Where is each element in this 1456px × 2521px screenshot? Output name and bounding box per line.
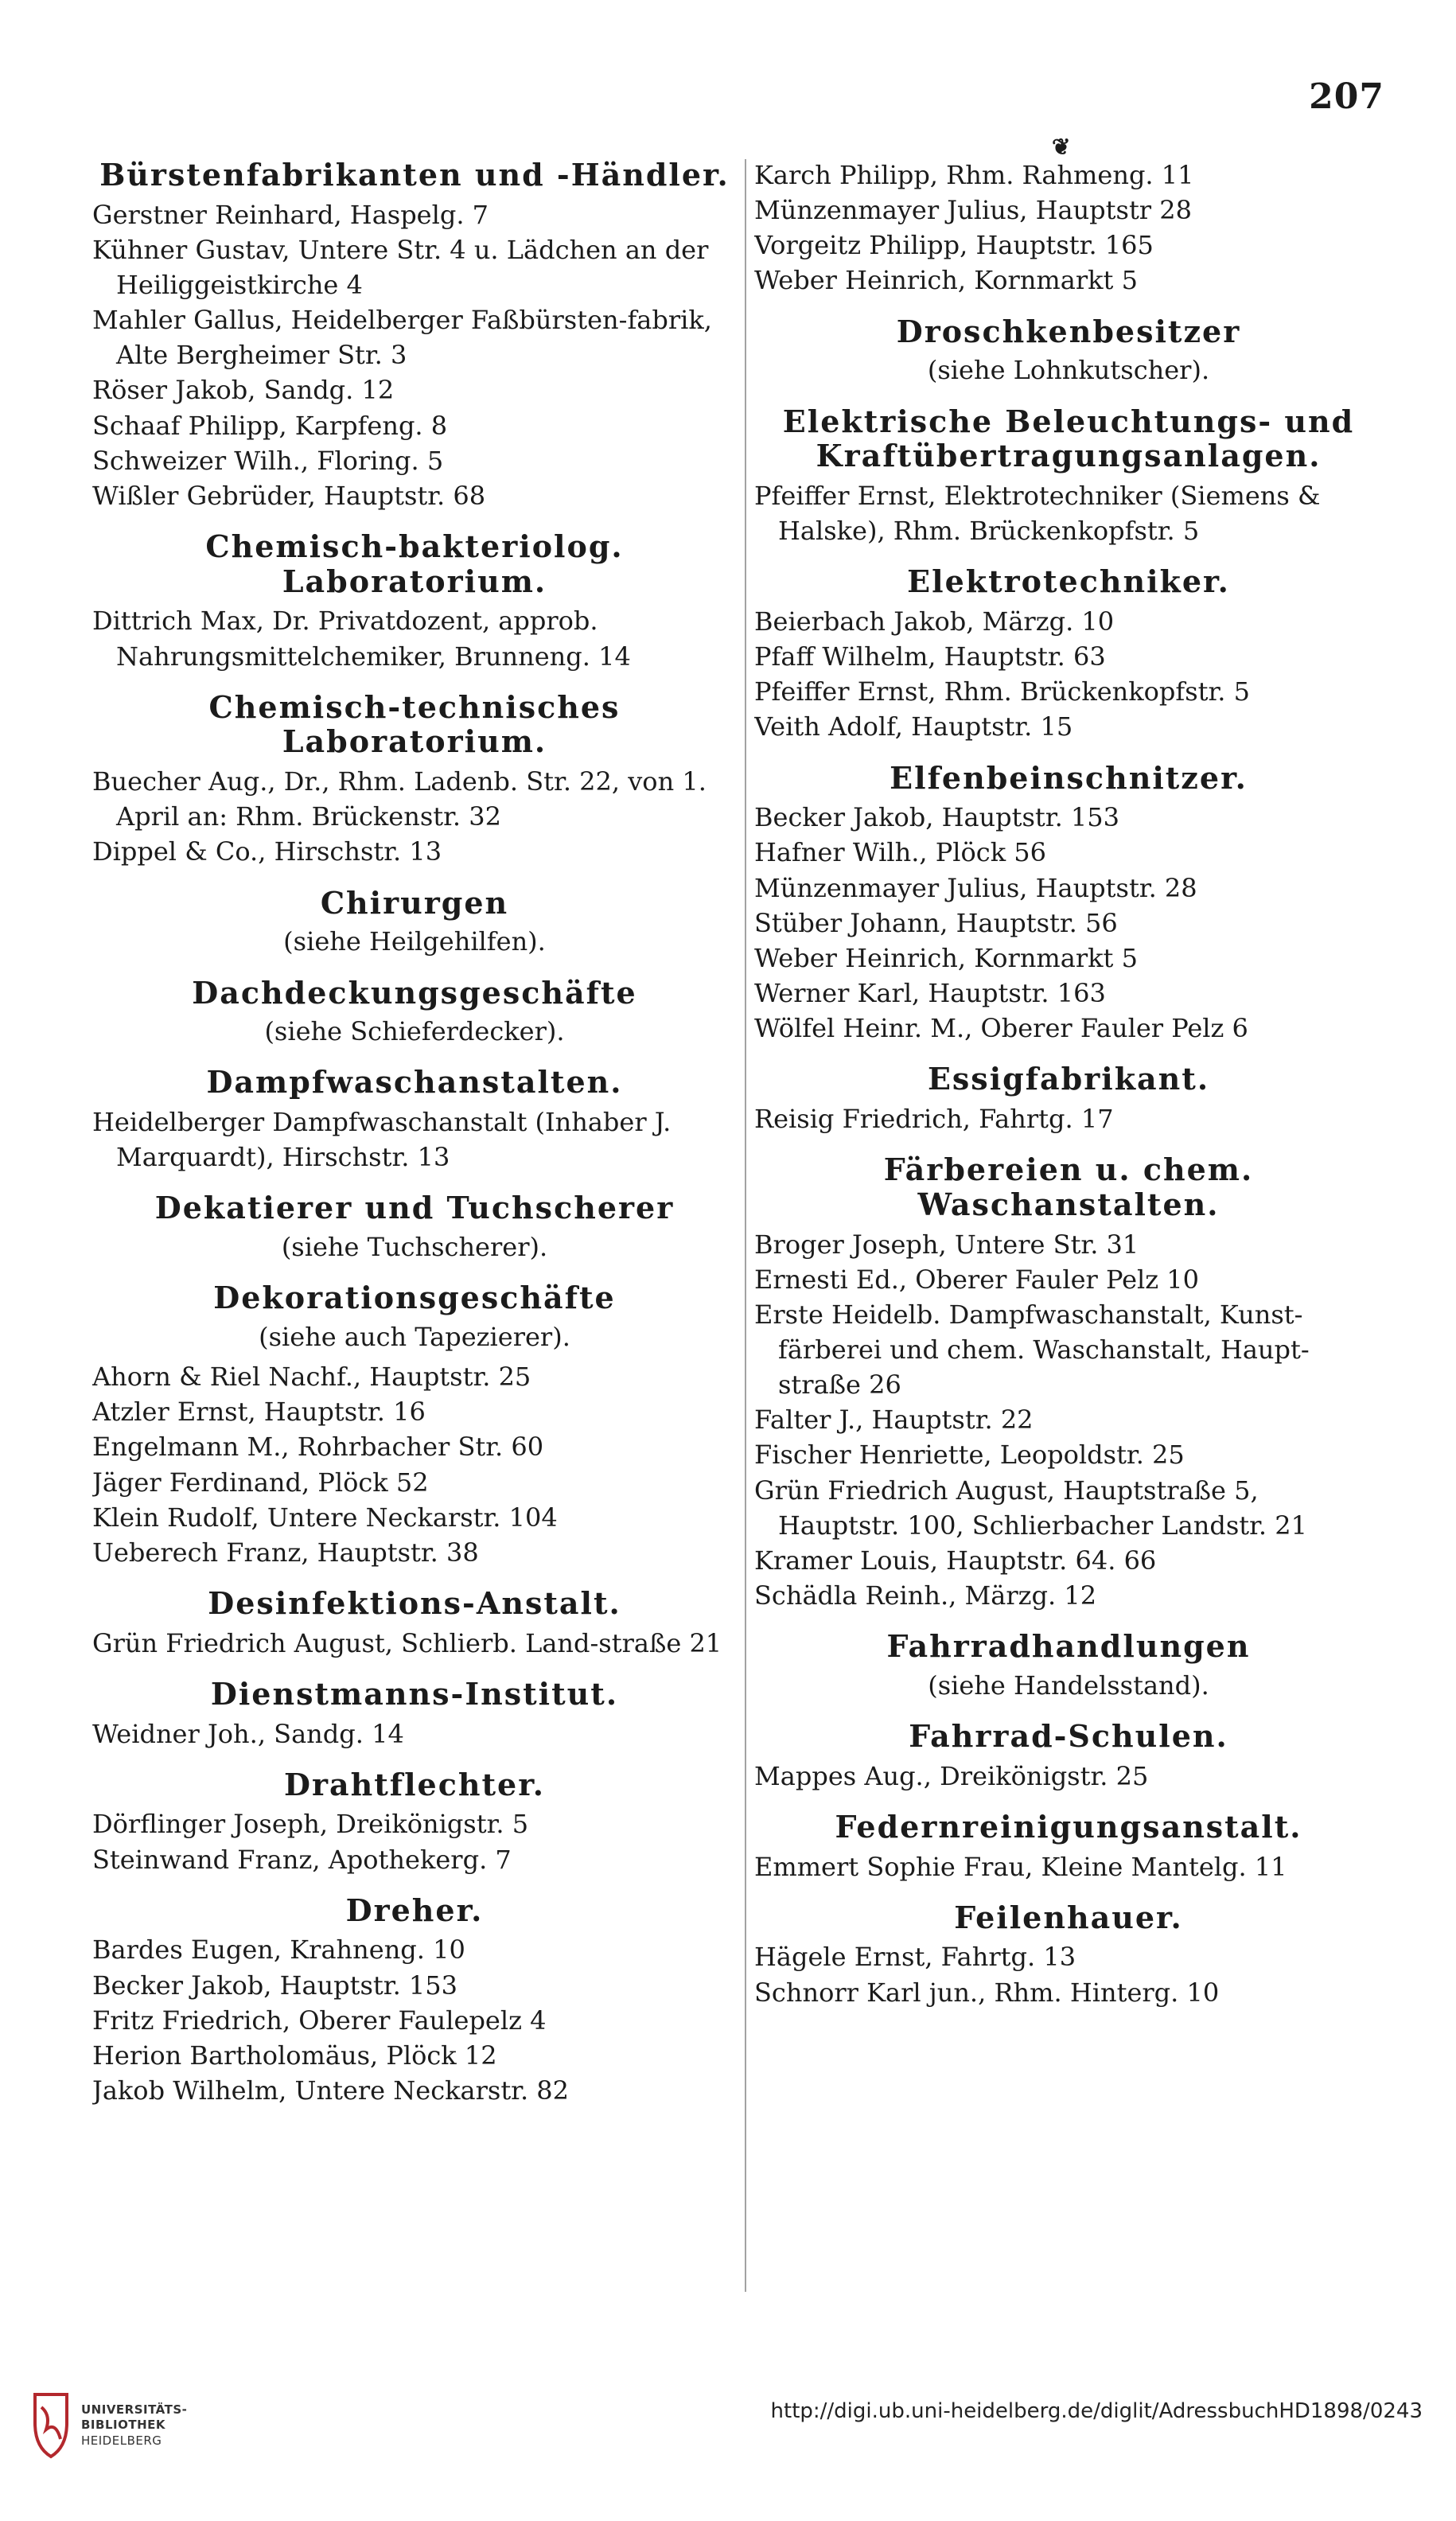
directory-entry: Hägele Ernst, Fahrtg. 13 (754, 1942, 1076, 1973)
directory-section (92, 1586, 737, 1661)
directory-entry: Weidner Joh., Sandg. 14 (92, 1718, 404, 1749)
section-heading: Dekorationsgeschäfte (213, 1280, 616, 1316)
section-heading: Elfenbeinschnitzer. (890, 759, 1248, 796)
directory-entry: Buecher Aug., Dr., Rhm. Ladenb. Str. 22, von 1. April an: Rhm. Brückenstr. 32 (92, 766, 707, 832)
directory-entry: Ahorn & Riel Nachf., Hauptstr. 25 (92, 1362, 531, 1393)
directory-entry: Pfeiffer Ernst, Elektrotechniker (Siemens & Halske), Rhm. Brückenkopfstr. 5 (754, 480, 1321, 547)
library-name (81, 2402, 187, 2449)
directory-entry: Karch Philipp, Rhm. Rahmeng. 11 (754, 160, 1194, 190)
directory-entry: Stüber Johann, Hauptstr. 56 (754, 907, 1118, 938)
directory-entry: Becker Jakob, Hauptstr. 153 (754, 802, 1119, 833)
section-heading: Desinfektions-Anstalt. (208, 1585, 621, 1622)
directory-entry: Jäger Ferdinand, Plöck 52 (92, 1467, 429, 1498)
directory-entry: Weber Heinrich, Kornmarkt 5 (754, 265, 1138, 296)
directory-section (754, 158, 1383, 298)
source-url-link[interactable]: http://digi.ub.uni-heidelberg.de/diglit/AdressbuchHD1898/0243 (770, 2399, 1423, 2423)
directory-entry: Pfaff Wilhelm, Hauptstr. 63 (754, 641, 1106, 672)
section-heading: Dekatierer und Tuchscherer (154, 1190, 675, 1226)
footer (0, 2312, 1456, 2521)
section-heading: Chemisch-bakteriolog. Laboratorium. (205, 528, 624, 599)
directory-entry: Grün Friedrich August, Hauptstraße 5, Hauptstr. 100, Schlierbacher Landstr. 21 (754, 1475, 1307, 1541)
cross-reference-note: (siehe Lohnkutscher). (927, 355, 1210, 386)
left-column (92, 158, 737, 2330)
directory-entry: Ueberech Franz, Hauptstr. 38 (92, 1537, 479, 1568)
directory-entry: Klein Rudolf, Untere Neckarstr. 104 (92, 1502, 558, 1533)
directory-entry: Mahler Gallus, Heidelberger Faßbürsten-fabrik, Alte Bergheimer Str. 3 (92, 305, 712, 371)
ornament: ❦ (1052, 134, 1071, 160)
section-heading: Chirurgen (320, 884, 509, 921)
directory-entry: Engelmann M., Rohrbacher Str. 60 (92, 1432, 544, 1463)
directory-entry: Broger Joseph, Untere Str. 31 (754, 1229, 1139, 1260)
section-heading: Feilenhauer. (954, 1899, 1183, 1935)
directory-entry: Herion Bartholomäus, Plöck 12 (92, 2040, 497, 2071)
directory-entry: Münzenmayer Julius, Hauptstr. 28 (754, 872, 1197, 903)
directory-section (92, 529, 737, 674)
directory-entry: Falter J., Hauptstr. 22 (754, 1405, 1034, 1436)
section-heading: Färbereien u. chem. Waschanstalten. (883, 1151, 1254, 1222)
library-name-line: UNIVERSITÄTS- (81, 2402, 188, 2417)
directory-entry: Becker Jakob, Hauptstr. 153 (92, 1970, 457, 2001)
directory-entry: Dittrich Max, Dr. Privatdozent, approb. Nahrungsmittelchemiker, Brunneng. 14 (92, 606, 631, 672)
directory-entry: Werner Karl, Hauptstr. 163 (754, 977, 1106, 1008)
directory-entry: Steinwand Franz, Apothekerg. 7 (92, 1844, 512, 1875)
cross-reference-note: (siehe Handelsstand). (928, 1670, 1209, 1701)
directory-section (754, 1152, 1383, 1613)
directory-entry: Hafner Wilh., Plöck 56 (754, 837, 1046, 868)
section-heading: Dachdeckungsgeschäfte (192, 974, 637, 1011)
directory-section (92, 1893, 737, 2108)
directory-entry: Erste Heidelb. Dampfwaschanstalt, Kunst-färberei und chem. Waschanstalt, Haupt-straße 26 (754, 1299, 1310, 1401)
directory-entry: Heidelberger Dampfwaschanstalt (Inhaber J. Marquardt), Hirschstr. 13 (92, 1107, 672, 1173)
section-heading: Elektrotechniker. (907, 563, 1230, 600)
section-heading: Droschkenbesitzer (896, 313, 1241, 349)
right-column (754, 158, 1383, 2330)
directory-entry: Röser Jakob, Sandg. 12 (92, 375, 395, 406)
directory-entry: Dörflinger Joseph, Dreikönigstr. 5 (92, 1809, 529, 1840)
directory-entry: Veith Adolf, Hauptstr. 15 (754, 711, 1073, 742)
directory-section (92, 976, 737, 1050)
directory-section (754, 404, 1383, 549)
directory-section (754, 1810, 1383, 1884)
directory-entry: Kramer Louis, Hauptstr. 64. 66 (754, 1545, 1157, 1576)
section-heading: Dreher. (345, 1892, 484, 1928)
section-heading: Elektrische Beleuchtungs- und Kraftübertragungsanlagen. (782, 403, 1355, 474)
directory-entry: Atzler Ernst, Hauptstr. 16 (92, 1397, 426, 1428)
directory-entry: Münzenmayer Julius, Hauptstr 28 (754, 195, 1192, 226)
page-number: 207 (1309, 76, 1384, 117)
directory-entry: Mappes Aug., Dreikönigstr. 25 (754, 1760, 1149, 1791)
directory-entry: Ernesti Ed., Oberer Fauler Pelz 10 (754, 1264, 1199, 1295)
directory-entry: Grün Friedrich August, Schlierb. Land-straße 21 (92, 1627, 722, 1658)
section-heading: Chemisch-technisches Laboratorium. (208, 688, 621, 760)
directory-entry: Vorgeitz Philipp, Hauptstr. 165 (754, 230, 1154, 261)
section-heading: Dampfwaschanstalten. (206, 1064, 623, 1101)
directory-section (754, 761, 1383, 1046)
directory-entry: Pfeiffer Ernst, Rhm. Brückenkopfstr. 5 (754, 676, 1250, 707)
directory-section (754, 1629, 1383, 1703)
directory-entry: Schweizer Wilh., Floring. 5 (92, 445, 444, 476)
directory-section (754, 314, 1383, 388)
directory-entry: Jakob Wilhelm, Untere Neckarstr. 82 (92, 2075, 570, 2106)
cross-reference-note: (siehe Heilgehilfen). (283, 926, 546, 957)
university-seal-icon (32, 2391, 70, 2460)
directory-section (754, 1719, 1383, 1794)
section-heading: Fahrradhandlungen (886, 1628, 1251, 1665)
cross-reference-note: (siehe Schieferdecker). (264, 1016, 565, 1047)
directory-entry: Schnorr Karl jun., Rhm. Hinterg. 10 (754, 1977, 1220, 2008)
directory-entry: Bardes Eugen, Krahneng. 10 (92, 1935, 465, 1966)
section-heading: Federnreinigungsanstalt. (835, 1808, 1302, 1845)
section-heading: Bürstenfabrikanten und -Händler. (99, 158, 730, 193)
directory-entry: Wißler Gebrüder, Hauptstr. 68 (92, 480, 486, 511)
directory-entry: Emmert Sophie Frau, Kleine Mantelg. 11 (754, 1851, 1287, 1882)
directory-section (754, 564, 1383, 744)
directory-entry: Dippel & Co., Hirschstr. 13 (92, 836, 442, 867)
directory-section (754, 1900, 1383, 2010)
directory-section (754, 1062, 1383, 1136)
directory-entry: Schaaf Philipp, Karpfeng. 8 (92, 410, 448, 441)
directory-entry: Fischer Henriette, Leopoldstr. 25 (754, 1440, 1185, 1471)
directory-section (92, 1767, 737, 1877)
directory-entry: Reisig Friedrich, Fahrtg. 17 (754, 1103, 1114, 1134)
directory-section (92, 1190, 737, 1264)
cross-reference-note: (siehe Tuchscherer). (281, 1232, 548, 1263)
directory-section (92, 886, 737, 960)
section-heading: Dienstmanns-Institut. (210, 1675, 619, 1712)
cross-reference-note: (siehe auch Tapezierer). (259, 1321, 570, 1352)
library-name-line: BIBLIOTHEK (81, 2418, 165, 2433)
directory-section (92, 690, 737, 870)
directory-section (92, 1065, 737, 1175)
library-name-line: HEIDELBERG (81, 2433, 162, 2448)
directory-entry: Weber Heinrich, Kornmarkt 5 (754, 942, 1138, 973)
directory-entry: Gerstner Reinhard, Haspelg. 7 (92, 199, 489, 230)
directory-section (92, 1280, 737, 1570)
directory-entry: Fritz Friedrich, Oberer Faulepelz 4 (92, 2005, 547, 2036)
section-heading: Drahtflechter. (284, 1766, 545, 1802)
directory-section (92, 1677, 737, 1751)
library-logo (32, 2391, 187, 2460)
section-heading: Fahrrad-Schulen. (909, 1718, 1228, 1755)
directory-section (92, 158, 737, 513)
column-divider (745, 159, 746, 2292)
section-heading: Essigfabrikant. (927, 1061, 1210, 1097)
directory-entry: Schädla Reinh., Märzg. 12 (754, 1580, 1097, 1611)
directory-entry: Wölfel Heinr. M., Oberer Fauler Pelz 6 (754, 1013, 1248, 1044)
directory-entry: Beierbach Jakob, Märzg. 10 (754, 606, 1115, 637)
directory-entry: Kühner Gustav, Untere Str. 4 u. Lädchen an der Heiliggeistkirche 4 (92, 234, 709, 300)
